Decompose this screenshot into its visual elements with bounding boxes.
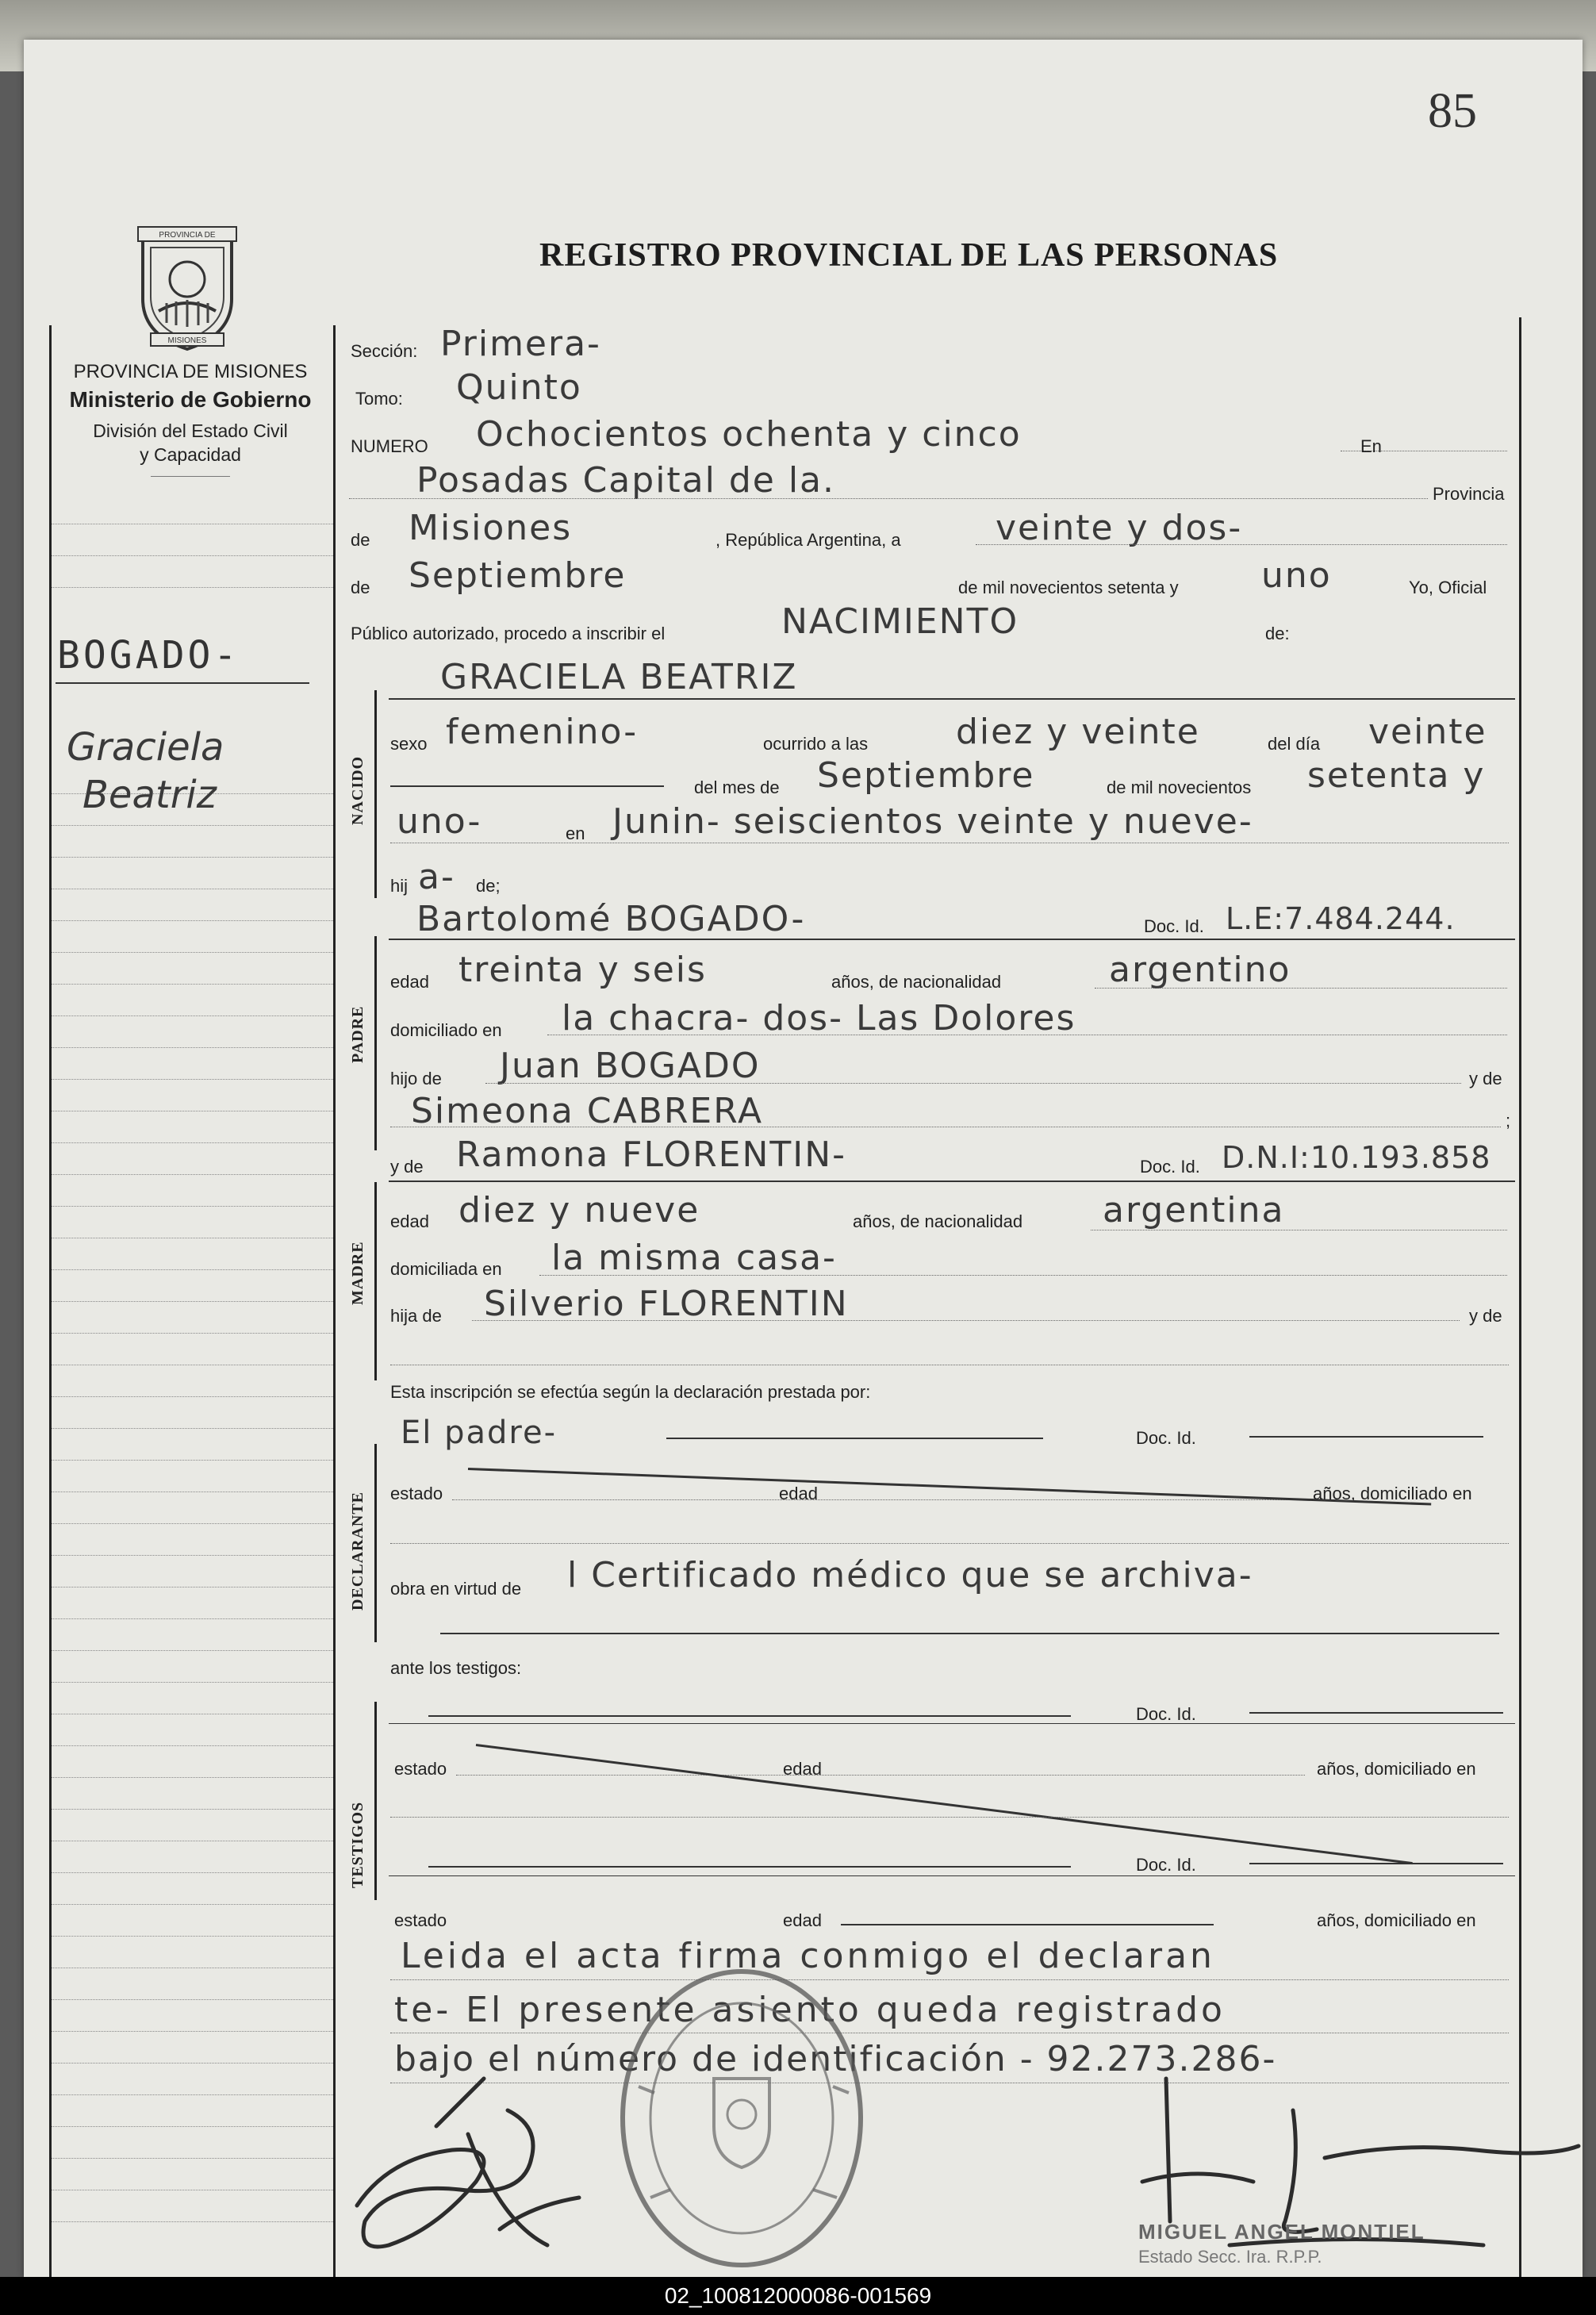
margin-rule	[52, 1015, 333, 1016]
doc-id-mother-label: Doc. Id.	[1140, 1157, 1200, 1177]
mother-father: Silverio FLORENTIN	[484, 1284, 849, 1324]
hija-de-label: hija de	[390, 1306, 442, 1326]
line-w1-address	[390, 1817, 1509, 1818]
form-right-border	[1519, 317, 1521, 2277]
line-declarant-address	[390, 1543, 1509, 1544]
official-role: Estado Secc. Ira. R.P.P.	[1138, 2247, 1322, 2267]
doc-id-label: Doc. Id.	[1144, 916, 1204, 936]
section-testigos: TESTIGOS	[349, 1801, 366, 1888]
org-province: PROVINCIA DE MISIONES	[73, 361, 308, 382]
margin-rule	[52, 1428, 333, 1429]
witness-2-doc-rule	[1249, 1863, 1503, 1864]
doc-id-witness-1-label: Doc. Id.	[1136, 1704, 1196, 1724]
dia-value: veinte	[1368, 712, 1487, 752]
tomo-label: Tomo:	[355, 389, 403, 409]
margin-rule	[52, 984, 333, 985]
year-value: uno	[1261, 555, 1332, 596]
line-mother-father	[472, 1320, 1460, 1321]
margin-rule	[52, 952, 333, 953]
child-name: GRACIELA BEATRIZ	[440, 657, 798, 697]
month-value: Septiembre	[409, 555, 627, 596]
margin-rule	[52, 2063, 333, 2064]
father-rule	[389, 939, 1515, 940]
hora-value: diez y veinte	[956, 712, 1200, 752]
page-number: 85	[1428, 84, 1477, 138]
mother-doc: D.N.I:10.193.858	[1222, 1140, 1491, 1175]
margin-rule	[52, 2221, 333, 2222]
witness-1-doc-rule	[1249, 1712, 1503, 1714]
hij-label: hij	[390, 876, 409, 896]
surname-rule	[56, 682, 309, 684]
margin-rule	[52, 1682, 333, 1683]
de-label-2: de	[351, 578, 370, 597]
official-name: MIGUEL ANGEL MONTIEL	[1138, 2220, 1425, 2244]
margin-rule	[52, 1904, 333, 1905]
edad-declarant-label: edad	[779, 1484, 818, 1503]
mes-value: Septiembre	[817, 755, 1035, 796]
margin-rule	[52, 920, 333, 921]
father-nationality: argentino	[1109, 950, 1291, 990]
seccion-label: Sección:	[351, 341, 418, 361]
page-title: REGISTRO PROVINCIAL DE LAS PERSONAS	[539, 237, 1279, 274]
edad-label: edad	[390, 972, 429, 992]
en-label: En	[1360, 436, 1382, 456]
madre-bracket	[374, 1182, 377, 1380]
margin-surname: BOGADO-	[57, 633, 240, 678]
ocurrido-label: ocurrido a las	[763, 734, 869, 754]
margin-rule	[52, 1936, 333, 1937]
hij-value: a-	[418, 857, 455, 897]
doc-id-witness-2-label: Doc. Id.	[1136, 1855, 1196, 1875]
official-stamp-icon	[611, 1960, 873, 2277]
en-small-label: en	[566, 823, 585, 843]
margin-right-border	[333, 325, 336, 2277]
father-name: Bartolomé BOGADO-	[416, 899, 806, 939]
mother-rule	[389, 1181, 1515, 1182]
numero-label: NUMERO	[351, 436, 428, 456]
margin-rule	[52, 1650, 333, 1651]
testigos-label: ante los testigos:	[390, 1658, 522, 1678]
seccion-value: Primera-	[440, 324, 601, 364]
image-caption: 02_100812000086-001569	[0, 2277, 1596, 2315]
svg-text:MISIONES: MISIONES	[167, 336, 207, 345]
obra-rule	[440, 1633, 1499, 1634]
dia-continued-rule	[390, 785, 664, 787]
father-father: Juan BOGADO	[500, 1046, 761, 1086]
line-father-nat	[1095, 988, 1507, 989]
org-ministry: Ministerio de Gobierno	[69, 387, 312, 412]
edad-w2-label: edad	[783, 1910, 822, 1930]
witness-2-section-rule	[389, 1875, 1515, 1876]
doc-id-declarant-label: Doc. Id.	[1136, 1428, 1196, 1448]
witness-2-rule	[428, 1866, 1071, 1868]
tomo-value: Quinto	[456, 367, 582, 408]
margin-rule	[52, 1047, 333, 1048]
acto-value: NACIMIENTO	[781, 601, 1019, 642]
witness-section-rule	[389, 1723, 1515, 1724]
svg-text:PROVINCIA DE: PROVINCIA DE	[159, 231, 216, 240]
margin-rule	[52, 857, 333, 858]
margin-rule	[52, 1872, 333, 1873]
mother-address: la misma casa-	[551, 1238, 837, 1278]
sexo-value: femenino-	[446, 712, 639, 752]
estado-label: estado	[390, 1484, 443, 1503]
de-colon-label: de:	[1265, 624, 1290, 643]
obra-label: obra en virtud de	[390, 1579, 522, 1599]
hijo-de-label: hijo de	[390, 1069, 442, 1088]
margin-rule	[52, 1301, 333, 1302]
anio-value-1: setenta y	[1307, 755, 1486, 796]
line-mother-address	[539, 1275, 1507, 1276]
father-address: la chacra- dos- Las Dolores	[562, 998, 1076, 1038]
del-mes-label: del mes de	[694, 777, 780, 797]
closing-line-2: te- El presente asiento queda registrado	[394, 1990, 1226, 2030]
numero-value: Ochocientos ochenta y cinco	[476, 414, 1022, 455]
margin-rule	[52, 2094, 333, 2095]
anios-nac-label: años, de nacionalidad	[831, 972, 1002, 992]
closing-line-1: Leida el acta firma conmigo el declaran	[401, 1936, 1215, 1976]
margin-rule	[52, 1460, 333, 1461]
closing-line-3: bajo el número de identificación - 92.273.286-	[394, 2039, 1277, 2079]
org-division-2: y Capacidad	[140, 444, 241, 465]
margin-rule	[52, 555, 333, 556]
year-label: de mil novecientos setenta y	[958, 578, 1179, 597]
section-declarante: DECLARANTE	[349, 1491, 366, 1611]
de-semicolon-label: de;	[476, 876, 501, 896]
declarant-rule	[666, 1438, 1043, 1439]
edad-w1-label: edad	[783, 1759, 822, 1779]
margin-rule	[52, 2031, 333, 2032]
father-mother: Simeona CABRERA	[411, 1091, 764, 1131]
margin-rule	[52, 2126, 333, 2127]
yo-oficial-label: Yo, Oficial	[1409, 578, 1487, 597]
line-father-father	[485, 1083, 1461, 1084]
place-value: Posadas Capital de la.	[416, 460, 835, 501]
padre-bracket	[374, 936, 377, 1150]
mother-name: Ramona FLORENTIN-	[456, 1134, 847, 1175]
line-place	[349, 498, 1428, 499]
anios-domic-w2-label: años, domiciliado en	[1317, 1910, 1476, 1930]
witness-2-edad-rule	[841, 1924, 1214, 1925]
mother-nationality: argentina	[1103, 1190, 1285, 1230]
margin-rule	[52, 1269, 333, 1270]
estado-w1-label: estado	[394, 1759, 447, 1779]
domiciliada-label: domiciliada en	[390, 1259, 502, 1279]
line-estado	[452, 1499, 1301, 1500]
margin-rule	[52, 1142, 333, 1143]
margin-rule	[52, 1523, 333, 1524]
publico-label: Público autorizado, procedo a inscribir el	[351, 624, 666, 643]
margin-rule	[52, 1174, 333, 1175]
margin-rule	[52, 1618, 333, 1619]
anios-domic-label: años, domiciliado en	[1313, 1484, 1472, 1503]
republica-label: , República Argentina, a	[716, 530, 901, 550]
line-w1-estado	[456, 1775, 1305, 1776]
del-dia-label: del día	[1268, 734, 1321, 754]
margin-rule	[52, 1809, 333, 1810]
nacido-bracket	[374, 690, 377, 898]
mother-age: diez y nueve	[458, 1190, 700, 1230]
child-name-rule	[389, 698, 1515, 700]
section-madre: MADRE	[349, 1241, 366, 1305]
father-age: treinta y seis	[458, 950, 707, 990]
semicolon-label: ;	[1506, 1111, 1511, 1131]
testigos-bracket	[374, 1702, 377, 1900]
margin-rule	[52, 1745, 333, 1746]
coat-of-arms-icon	[127, 224, 247, 352]
declarante-bracket	[374, 1444, 377, 1642]
margin-rule	[52, 1999, 333, 2000]
y-de-mother-label: y de	[390, 1157, 424, 1177]
de-label: de	[351, 530, 370, 550]
y-de-label: y de	[1469, 1069, 1502, 1088]
margin-rule	[52, 2158, 333, 2159]
domiciliado-label: domiciliado en	[390, 1020, 502, 1040]
margin-rule	[52, 1555, 333, 1556]
province-value: Misiones	[409, 508, 573, 548]
edad-mother-label: edad	[390, 1211, 429, 1231]
declarant-doc-rule	[1249, 1436, 1483, 1438]
mil-nov-label: de mil novecientos	[1107, 777, 1252, 797]
obra-value: l Certificado médico que se archiva-	[567, 1555, 1253, 1595]
witness-1-rule	[428, 1715, 1071, 1717]
anios-domic-w1-label: años, domiciliado en	[1317, 1759, 1476, 1779]
father-doc: L.E:7.484.244.	[1226, 901, 1456, 936]
margin-given-name-2: Beatriz	[82, 773, 217, 817]
declarant-signature-icon	[341, 2063, 603, 2261]
inscripcion-label: Esta inscripción se efectúa según la declaración prestada por:	[390, 1382, 871, 1402]
declarant-value: El padre-	[401, 1415, 558, 1451]
margin-rule	[52, 1333, 333, 1334]
line-day	[976, 544, 1507, 545]
sexo-label: sexo	[390, 734, 428, 754]
margin-rule	[52, 1079, 333, 1080]
margin-rule	[52, 1206, 333, 1207]
org-rule	[151, 476, 230, 477]
margin-rule	[52, 587, 333, 588]
margin-given-name-1: Graciela	[67, 725, 224, 770]
y-de-mother-2-label: y de	[1469, 1306, 1502, 1326]
provincia-label: Provincia	[1433, 484, 1505, 504]
section-nacido: NACIDO	[349, 755, 366, 825]
day-value: veinte y dos-	[996, 508, 1243, 548]
lugar-value: Junin- seiscientos veinte y nueve-	[612, 801, 1253, 842]
margin-given-name	[67, 724, 328, 819]
margin-rule	[52, 1777, 333, 1778]
margin-rule	[52, 1396, 333, 1397]
anio-value-2: uno-	[397, 801, 482, 842]
section-padre: PADRE	[349, 1005, 366, 1063]
org-division: División del Estado Civil	[93, 420, 288, 441]
closing-rule-1	[390, 1979, 1509, 1980]
estado-w2-label: estado	[394, 1910, 447, 1930]
anios-nac-mother-label: años, de nacionalidad	[853, 1211, 1023, 1231]
margin-rule	[52, 825, 333, 826]
